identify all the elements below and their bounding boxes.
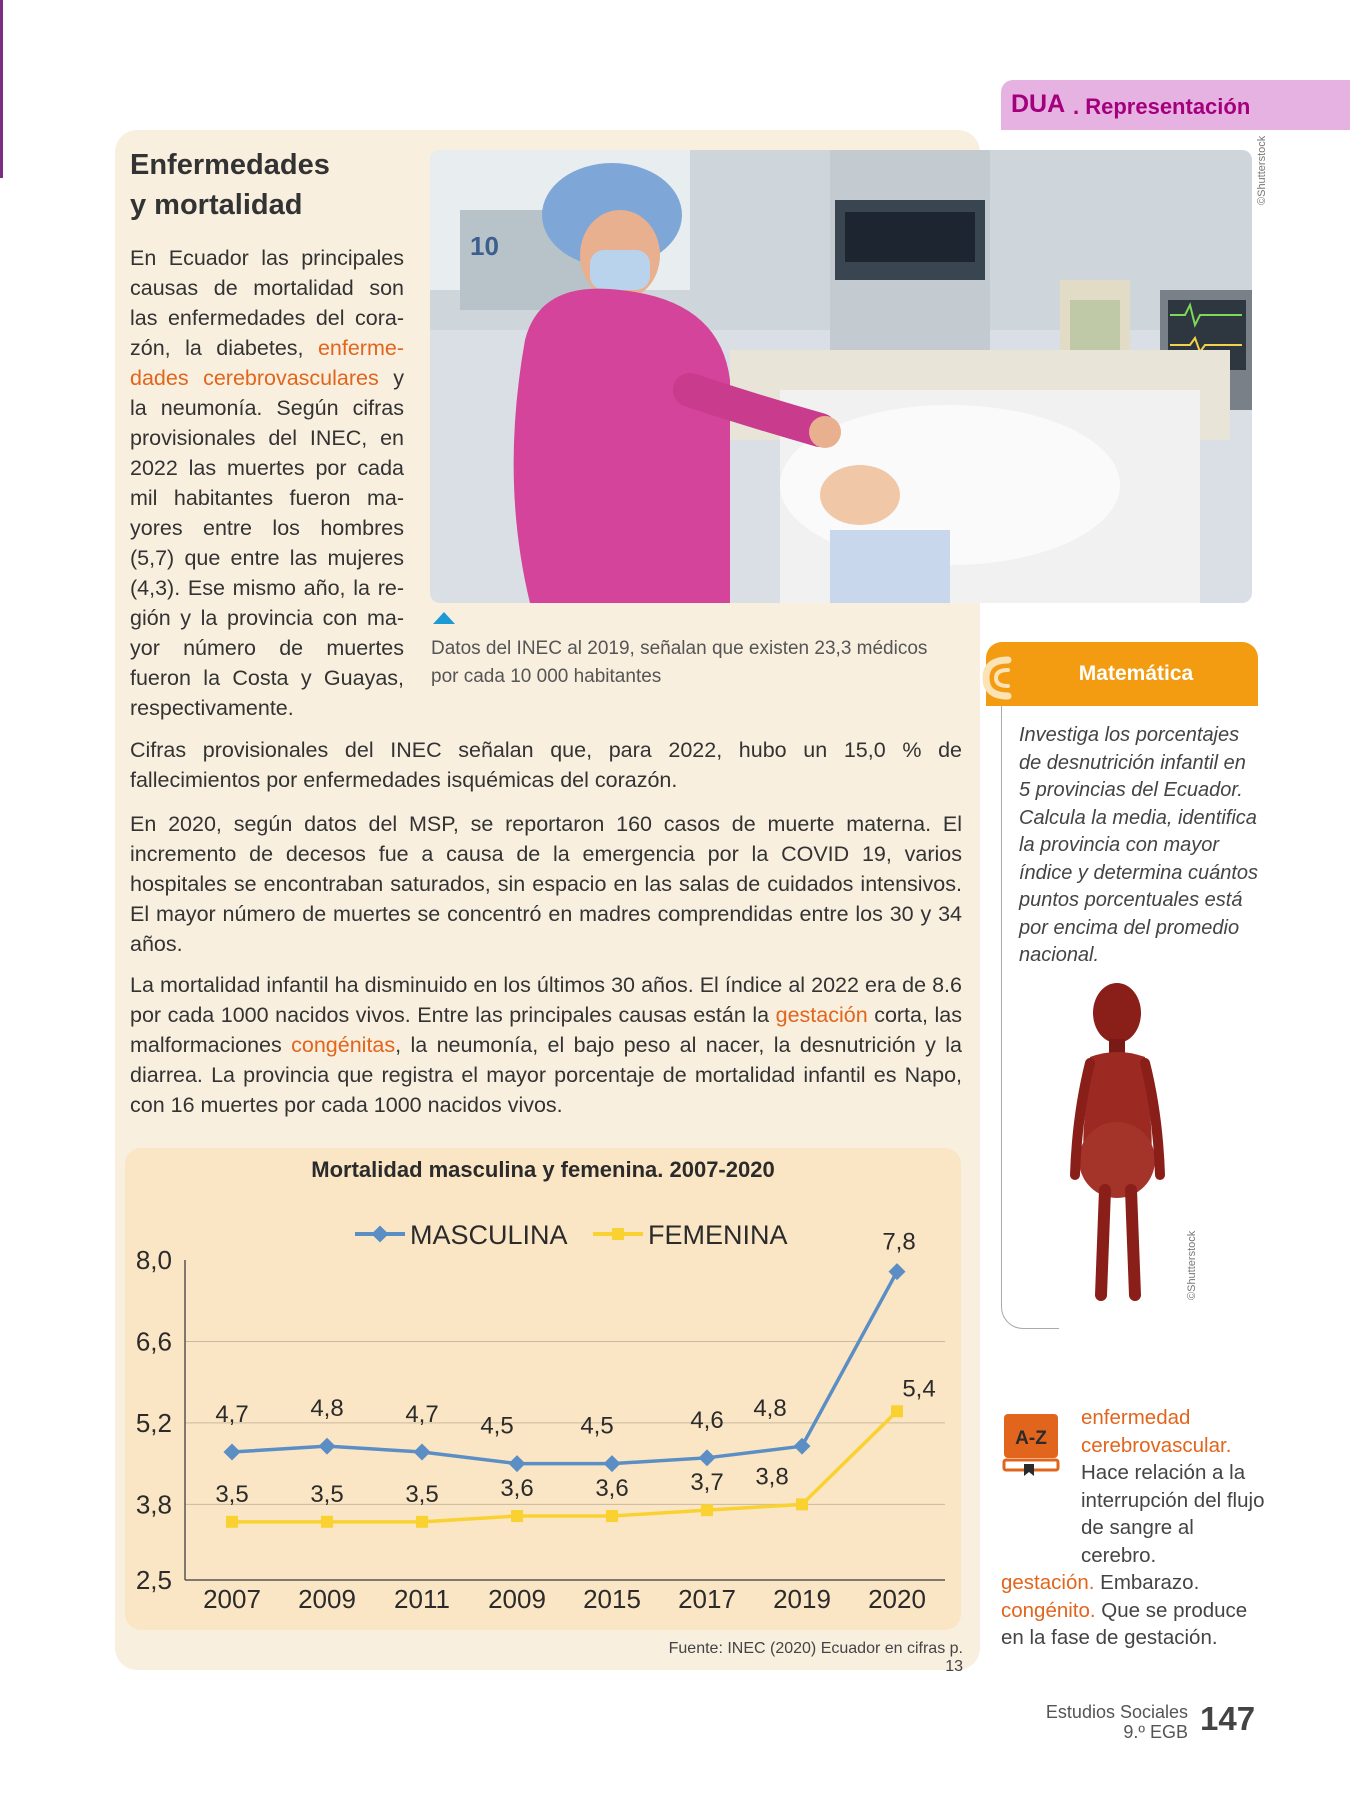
dua-label: DUA [1011, 90, 1066, 118]
data-label: 3,6 [500, 1475, 534, 1502]
chart-source: Fuente: INEC (2020) Ecuador en cifras p. 13 [668, 1640, 963, 1675]
dua-tab-label: . Representación [1073, 94, 1251, 119]
y-tick-label: 5,2 [135, 1407, 172, 1438]
chart-title: Mortalidad masculina y femenina. 2007-2020 [311, 1157, 775, 1182]
footer-subject: Estudios Sociales 9.º EGB [1045, 1702, 1188, 1742]
data-label: 4,7 [215, 1401, 249, 1428]
x-tick-label: 2007 [203, 1584, 261, 1614]
data-label: 3,5 [405, 1480, 439, 1508]
glossary-link-gestacion[interactable]: gestación [775, 1003, 868, 1027]
y-tick-label: 2,5 [135, 1565, 172, 1595]
paragraph-infant: La mortalidad infantil ha disminuido en los últimos 30 años. El índice al 2022 era de 8.6 por cada 1000 nacidos vivos. Entre las principales causas están la gestación corta, las malformaciones congénitas, la neumonía, el bajo peso al nacer, la desnutrición y la diarrea. La provincia que registra el mayor porcentaje de mortalidad infantil es Napo, con 16 muertes por cada 1000 nacidos vivos. [130, 973, 962, 1117]
x-tick-label: 2015 [583, 1584, 641, 1614]
photo-credit: ©Shutterstock [1256, 135, 1268, 205]
math-header [986, 642, 1258, 706]
malnourished-child-image [1055, 975, 1180, 1305]
x-tick-label: 2009 [298, 1584, 356, 1614]
glossary-def-cerebrovascular: Hace relación a la interrupción del flujo de sangre al cerebro. [1081, 1461, 1265, 1567]
glossary-link-cerebrovascular[interactable]: enfermedades cerebrovasculares [130, 336, 404, 390]
svg-text:10: 10 [470, 231, 499, 261]
data-label: 4,7 [405, 1401, 439, 1428]
data-label: 7,8 [882, 1228, 916, 1256]
paragraph-maternal: En 2020, según datos del MSP, se reportaron 160 casos de muerte materna. El incremento de decesos fue a causa de la emergencia por la COVID 19, varios hospitales se encontraban saturados, sin espacio en las salas de cuidados intensivos. El mayor número de muertes se concentró en madres comprendidas entre los 30 y 34 años. [130, 812, 962, 956]
data-label: 4,6 [690, 1406, 724, 1434]
section-title: Enfermedades y mortalidad [130, 149, 330, 221]
chart-container [125, 1148, 961, 1630]
glossary-term-gestacion: gestación. [1001, 1571, 1095, 1594]
data-label: 3,6 [595, 1475, 629, 1502]
caption-triangle-icon [433, 612, 455, 624]
y-tick-label: 8,0 [135, 1245, 172, 1275]
math-activity-text: Investiga los porcentajes de desnutrición infantil en 5 provincias del Ecuador. Calcula la media, identifica la provincia con mayor índice y determina cuántos puntos porcentuales está por encima del promedio nacional. [1019, 724, 1259, 966]
legend-label: MASCULINA [410, 1220, 568, 1250]
data-label: 5,4 [902, 1375, 936, 1403]
glossary-box [1001, 1404, 1271, 1652]
data-label: 4,8 [310, 1395, 344, 1423]
dua-tab [1001, 80, 1350, 130]
glossary-def-gestacion: Embarazo. [1094, 1571, 1200, 1594]
data-label: 4,5 [480, 1412, 514, 1440]
page-edge-rule [0, 0, 3, 178]
data-label: 3,5 [310, 1480, 344, 1508]
glossary-term-cerebrovascular: enfermedad cerebrovascular. [1081, 1406, 1232, 1457]
paragraph-ischemic: Cifras provisionales del INEC señalan que, para 2022, hubo un 15,0 % de fallecimientos por enfermedades isquémicas del corazón. [130, 738, 962, 792]
x-tick-label: 2011 [394, 1584, 450, 1614]
glossary-link-congenitas[interactable]: congénitas [291, 1033, 396, 1057]
math-c-icon [978, 650, 1026, 706]
glossary-term-congenito: congénito. [1001, 1598, 1096, 1622]
data-label: 3,8 [755, 1463, 789, 1491]
intro-paragraph: En Ecuador las principales causas de mortalidad son las enfermedades del corazón, la diabetes, enfermedades cerebrovasculares y la neumonía. Según cifras provisionales del INEC, en 2022 las muertes por cada mil habitantes fueron mayores entre los hombres (5,7) que entre las mujeres (4,3). Ese mismo año, la región y la provincia con mayor número de muertes fueron la Costa y Guayas, respectivamente. [130, 246, 404, 720]
math-title: Matemática [1078, 662, 1194, 685]
data-label: 4,8 [753, 1395, 787, 1423]
data-label: 3,5 [215, 1480, 249, 1508]
y-tick-label: 3,8 [135, 1489, 172, 1520]
nurse-photo [430, 150, 1252, 603]
x-tick-label: 2020 [868, 1584, 926, 1614]
x-tick-label: 2019 [773, 1584, 831, 1614]
glossary-icon-label: A-Z [1015, 1428, 1047, 1449]
x-tick-label: 2017 [678, 1584, 736, 1614]
data-label: 3,7 [690, 1469, 724, 1497]
y-tick-label: 6,6 [135, 1326, 172, 1357]
x-tick-label: 2009 [488, 1584, 546, 1614]
legend-label: FEMENINA [648, 1220, 788, 1250]
photo-caption: Datos del INEC al 2019, señalan que existen 23,3 médicos por cada 10 000 habitantes [431, 638, 928, 687]
glossary-def-congenito: Que se produce en la fase de gestación. [1001, 1598, 1248, 1649]
child-image-credit: ©Shutterstock [1186, 1230, 1198, 1300]
page-number: 147 [1200, 1700, 1256, 1737]
data-label: 4,5 [580, 1412, 614, 1440]
